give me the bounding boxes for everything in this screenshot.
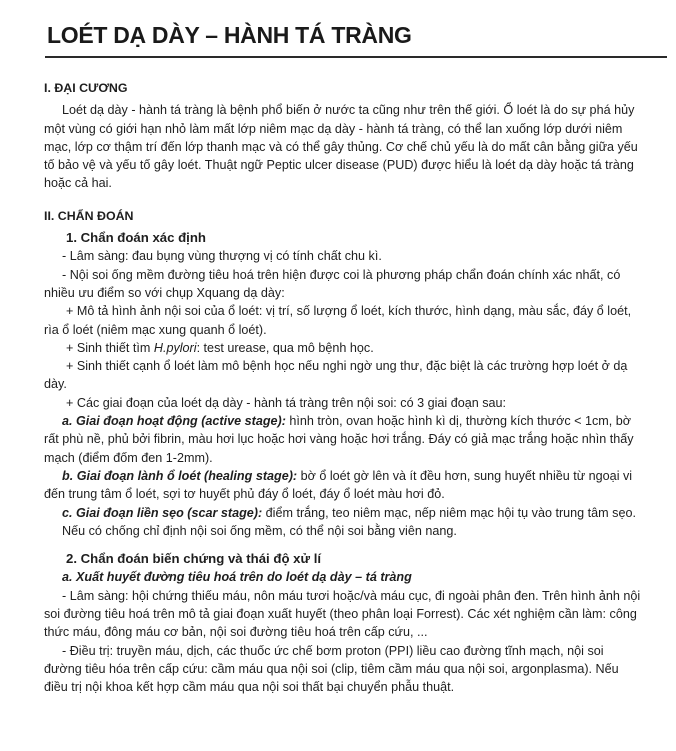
section-heading-general: I. ĐẠI CƯƠNG (44, 81, 128, 95)
stage-scar: c. Giai đoạn liền sẹo (scar stage): điểm trắng, teo niêm mạc, nếp niêm mạc hội tụ vào trung tâm sẹo. (62, 505, 636, 520)
item-biopsy-hpylori: + Sinh thiết tìm H.pylori: test urease, qua mô bệnh học. (66, 340, 374, 355)
document-body (44, 79, 644, 697)
subheading-bleeding: a. Xuất huyết đường tiêu hoá trên do loét dạ dày – tá tràng (62, 570, 412, 585)
capsule-endoscopy-note: Nếu có chống chỉ định nội soi ống mềm, có thể nội soi bằng viên nang. (62, 523, 457, 538)
subheading-complications: 2. Chẩn đoán biến chứng và thái độ xử lí (66, 551, 322, 567)
item-stages-intro: + Các giai đoạn của loét dạ dày - hành tá tràng trên nội soi: có 3 giai đoạn sau: (66, 395, 507, 410)
bleeding-treatment: - Điều trị: truyền máu, dịch, các thuốc ức chế bơm proton (PPI) liều cao đường tĩnh mạch, nội soi đường tiêu hóa trên cấp cứu: cầm máu qua nội soi (clip, tiêm cầm máu qua nội soi, argonplasma). Nếu điều trị nội khoa kết hợp cầm máu qua nội soi thất bại chuyển phẫu thuật. (44, 643, 619, 695)
item-endoscopy: - Nội soi ống mềm đường tiêu hoá trên hiện được coi là phương pháp chẩn đoán chính xác nhất, có nhiều ưu điểm so với chụp Xquang dạ dày: (44, 267, 621, 300)
page-title: LOÉT DẠ DÀY – HÀNH TÁ TRÀNG (47, 22, 412, 48)
title-underline (45, 56, 667, 58)
item-biopsy-edge: + Sinh thiết cạnh ổ loét làm mô bệnh học nếu nghi ngờ ung thư, đặc biệt là các trường hợp loét ở dạ dày. (44, 359, 628, 392)
general-paragraph: Loét dạ dày - hành tá tràng là bệnh phổ biến ở nước ta cũng như trên thế giới. Ổ loét là do sự phá hủy một vùng có giới hạn nhỏ làm mất lớp niêm mạc dạ dày - hành tá tràng, có thể lan xuống lớp dưới niêm mạc, lớp cơ thậm trí đến lớp thanh mạc và có thể gây thủng. Cơ chế chủ yếu là do mất cân bằng giữa yếu tố bảo vệ và yếu tố gây loét. Thuật ngữ Peptic ulcer disease (PUD) được hiểu là loét dạ dày hoặc tá tràng hoặc cả hai. (44, 103, 638, 191)
stage-active: a. Giai đoạn hoạt động (active stage): hình tròn, ovan hoặc hình kì dị, thường kích thước < 1cm, bờ rất phù nề, phủ bởi fibrin, màu hơi lục hoặc hơi vàng hoặc hơi trắng. Đáy có giả mạc trắng hoặc nhìn thấy mạch (điểm đốm đen 1-2mm). (44, 414, 634, 465)
item-endoscopy-description: + Mô tả hình ảnh nội soi của ổ loét: vị trí, số lượng ổ loét, kích thước, hình dạng, màu sắc, đáy ổ loét, rìa ổ loét (niêm mạc xung quanh ổ loét). (44, 304, 632, 337)
bleeding-clinical: - Lâm sàng: hội chứng thiếu máu, nôn máu tươi hoặc/và máu cục, đi ngoài phân đen. Trên hình ảnh nội soi đường tiêu hoá trên mô tả giai đoạn xuất huyết (theo phân loại Forrest). Các xét nghiệm cần làm: công thức máu, đông máu cơ bản, nội soi đường tiêu hoá trên cấp cứu, ... (44, 588, 641, 640)
section-heading-diagnosis: II. CHẨN ĐOÁN (44, 208, 134, 223)
stage-healing: b. Giai đoạn lành ổ loét (healing stage): bờ ổ loét gờ lên và ít đều hơn, sung huyết nhiều từ ngoại vi đến trung tâm ổ loét, sợi tơ huyết phủ đáy ổ loét, đáy ổ loét màu hơi đỏ. (44, 468, 633, 502)
item-clinical: - Lâm sàng: đau bụng vùng thượng vị có tính chất chu kì. (62, 249, 382, 264)
subheading-definite-diagnosis: 1. Chẩn đoán xác định (66, 230, 206, 246)
